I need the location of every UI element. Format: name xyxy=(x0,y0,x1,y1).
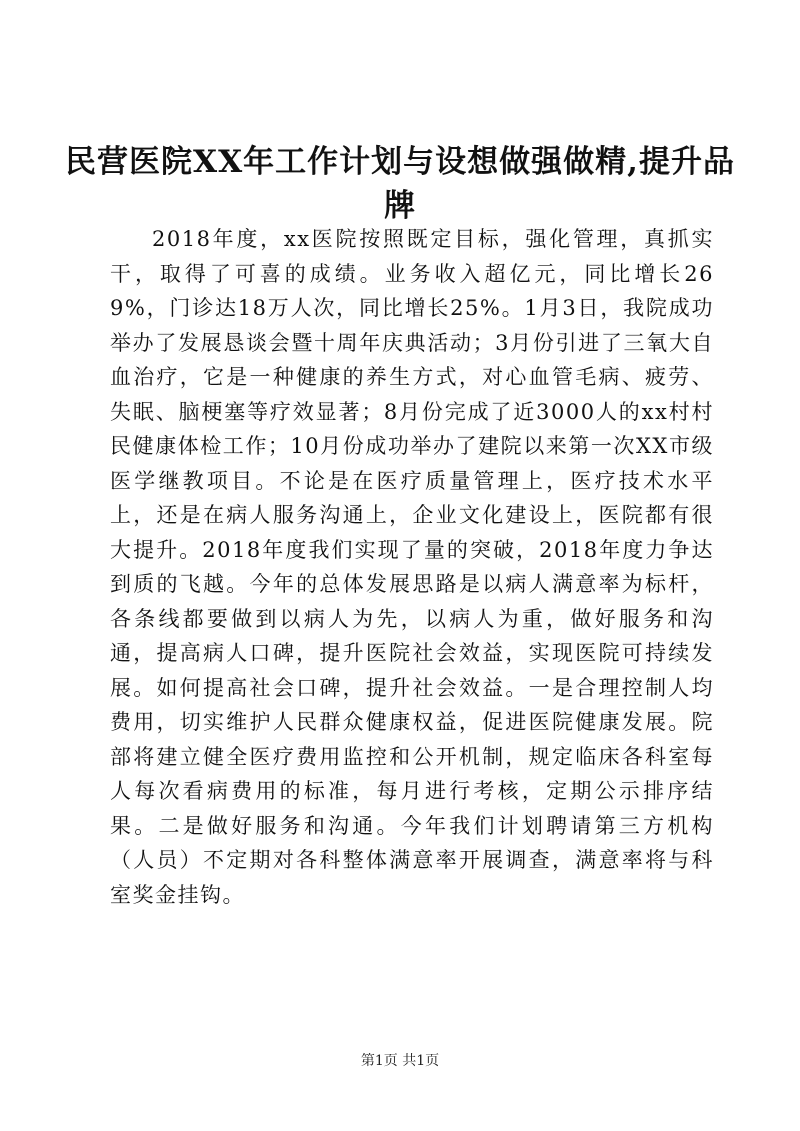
page-footer: 第1页 共1页 xyxy=(360,1053,440,1069)
document-body-paragraph: 2018年度，xx医院按照既定目标，强化管理，真抓实干，取得了可喜的成绩。业务收入超亿元，同比增长269%，门诊达18万人次，同比增长25%。1月3日，我院成功举办了发展恳谈会暨十周年庆典活动；3月份引进了三氧大自血治疗，它是一种健康的养生方式，对心血管毛病、疲劳、失眠、脑梗塞等疗效显著；8月份完成了近3000人的xx村村民健康体检工作；10月份成功举办了建院以来第一次XX市级医学继教项目。不论是在医疗质量管理上，医疗技术水平上，还是在病人服务沟通上，企业文化建设上，医院都有很大提升。2018年度我们实现了量的突破，2018年度力争达到质的飞越。今年的总体发展思路是以病人满意率为标杆，各条线都要做到以病人为先，以病人为重，做好服务和沟通，提高病人口碑，提升医院社会效益，实现医院可持续发展。如何提高社会口碑，提升社会效益。一是合理控制人均费用，切实维护人民群众健康权益，促进医院健康发展。院部将建立健全医疗费用监控和公开机制，规定临床各科室每人每次看病费用的标准，每月进行考核，定期公示排序结果。二是做好服务和沟通。今年我们计划聘请第三方机构（人员）不定期对各科整体满意率开展调查，满意率将与科室奖金挂钩。 xyxy=(110,227,714,907)
document-title: 民营医院XX年工作计划与设想做强做精,提升品牌 xyxy=(65,144,735,224)
